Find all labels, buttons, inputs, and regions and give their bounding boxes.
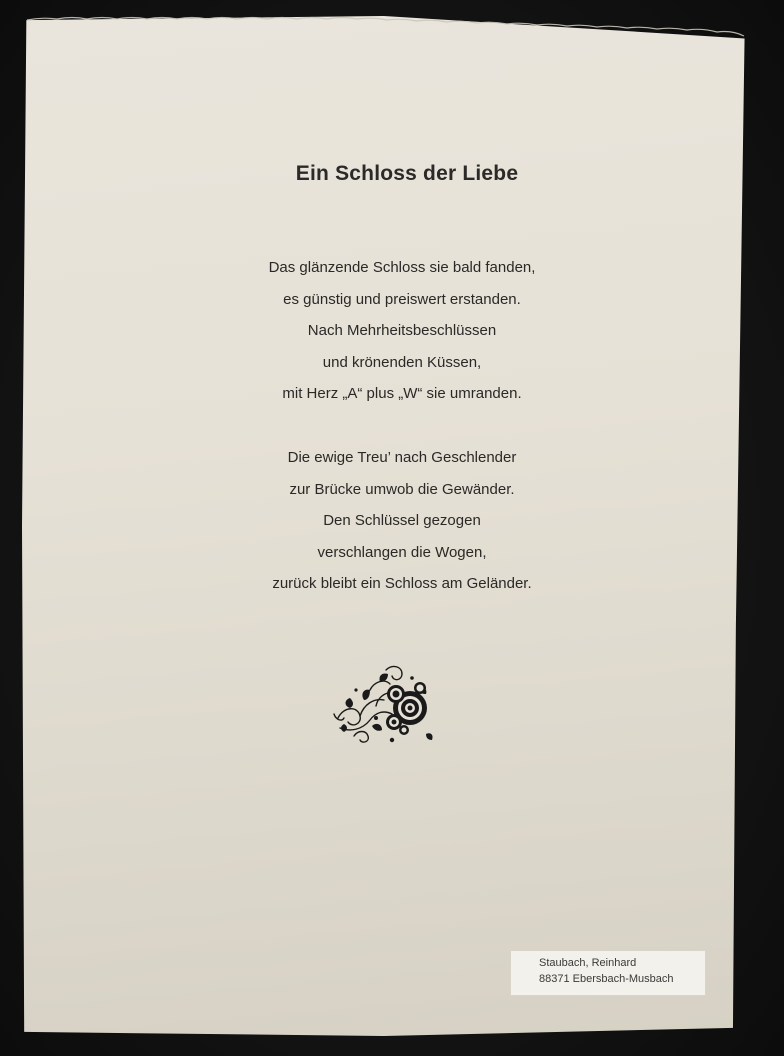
poem-line: Das glänzende Schloss sie bald fanden,	[268, 259, 536, 276]
poem-page	[22, 16, 746, 1036]
poem-line: zur Brücke umwob die Gewänder.	[289, 480, 515, 498]
poem-line: verschlangen die Wogen,	[317, 543, 487, 561]
poem-title: Ein Schloss der Liebe	[295, 162, 519, 185]
poem-line: und krönenden Küssen,	[322, 353, 482, 371]
poem-line: Die ewige Treu’ nach Geschlender	[287, 449, 517, 466]
poem-line: Nach Mehrheitsbeschlüssen	[307, 322, 497, 339]
author-name: Staubach, Reinhard	[539, 957, 637, 969]
poem-line: Den Schlüssel gezogen	[323, 512, 481, 529]
stanza-2	[22, 442, 782, 600]
poem-line: es günstig und preiswert erstanden.	[283, 290, 521, 308]
poem-line: mit Herz „A“ plus „W“ sie umranden.	[282, 385, 522, 402]
stanza-1	[22, 252, 782, 410]
floral-swirl-circles-icon	[330, 660, 438, 744]
poem-line: zurück bleibt ein Schloss am Geländer.	[272, 575, 532, 592]
author-label	[510, 950, 706, 996]
author-address: 88371 Ebersbach-Musbach	[539, 973, 674, 985]
